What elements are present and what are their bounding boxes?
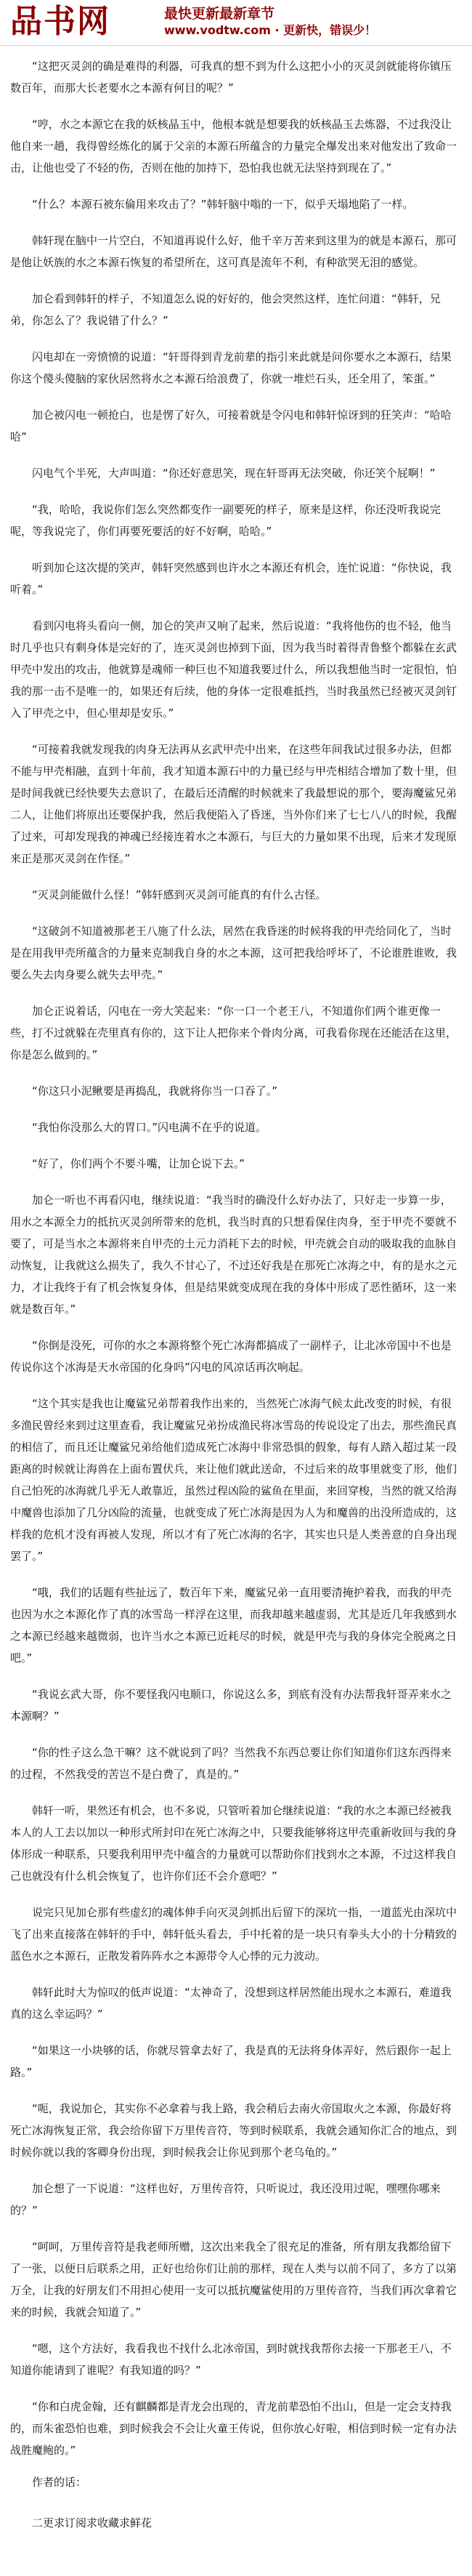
paragraph: “哼，水之本源它在我的妖核晶玉中，他根本就是想要我的妖核晶玉去炼器，不过我没让他自来一趟，我得曾经炼化的属于父亲的本源石所蕴含的力量完全爆发出来对他发出了致命一击，让他也受了不轻的伤，否则在他的加持下，恐怕我也就无法坚持到现在了。”: [10, 118, 457, 174]
paragraph: “你倒是没死，可你的水之本源将整个死亡冰海都搞成了一副样子，让北冰帝国中不也是传说你这个冰海是天水帝国的化身吗”闪电的风凉话再次响起。: [10, 1339, 452, 1374]
paragraph: “灭灵剑能做什么怪！”韩轩感到灭灵剑可能真的有什么古怪。: [32, 888, 327, 901]
paragraph: 加仑看到韩轩的样子，不知道怎么说的好好的，他会突然这样，连忙问道：“韩轩，兄弟，你怎么了？我说错了什么？”: [10, 292, 441, 327]
paragraph: “我，哈哈，我说你们怎么突然都变作一副要死的样子，原来是这样，你还没听我说完呢，等我说完了，你们再要死要活的好不好啊，哈哈。”: [10, 503, 441, 538]
paragraph: “什么？本源石被东倫用来攻击了？”韩轩脑中嗡的一下，似乎天塌地陷了一样。: [32, 198, 414, 211]
paragraph: 加仑想了一下说道：“这样也好，万里传音符，只听说过，我还没用过呢，嘿嘿你哪来的？”: [10, 2182, 441, 2217]
site-slogan: 最快更新最新章节: [164, 6, 275, 22]
paragraph: 韩轩一听，果然还有机会，也不多说，只管听着加仑继续说道：“我的水之本源已经被我本人的人工去以加以一种形式所封印在死亡冰海之中，只要我能够将这甲壳重新收回与我的身体形成一种联系，只要我利用甲壳中蕴含的力量就可以帮助你们找到水之本源，不过这样我自己也就没有什么机会恢复了，也许你们还不会介意吧？”: [10, 1804, 457, 1883]
paragraph: “嗯，这个方法好，我看我也不找什么北冰帝国，到时就找我帮你去接一下那老王八，不知道你能请到了谁呢？有我知道的吗？”: [10, 2342, 452, 2377]
paragraph: “你和白虎金翰，还有麒麟都是青龙会出现的，青龙前辈恐怕不出山，但是一定会支持我的，而朱雀恐怕也难，到时候我会不会让火童王传说，但你放心好啦，相信到时候一定有办法战胜魔鲍的。”: [10, 2400, 457, 2457]
paragraph: “我说玄武大哥，你不要怪我闪电顺口，你说这么多，到底有没有办法帮我轩哥弄来水之本源啊？”: [10, 1688, 452, 1723]
paragraph: 看到闪电将头看向一侧，加仑的笑声又响了起来，然后说道：“我将他伤的也不轻，他当时几乎也只有剩身体是完好的了，连灭灵剑也掉到下面，因为我当时着得青鲁整个都躲在玄武甲壳中发出的攻击，他就算是魂师一种巨也不知道我要过什么，所以我想他当时一定很怕，怕我的那一击不是唯一的，如果还有后续，他的身体一定很难抵挡，当时我虽然已经被灭灵剑钉入了甲壳之中，但心里却是安乐。”: [10, 619, 457, 720]
paragraph: “哦，我们的话题有些扯远了，数百年下来，魔鲨兄弟一直用要清掩护着我，而我的甲壳也因为水之本源化作了真的冰雪岛一样浮在这里，而我却越来越虚弱，尤其是近几年我感到水之本源已经越来越微弱，也许当水之本源已近耗尽的时候，就是甲壳与我的身体完全脱离之日吧。”: [10, 1586, 457, 1665]
site-header: [0, 0, 472, 46]
paragraph: 韩轩此时大为惊叹的低声说道：“太神奇了，没想到这样居然能出现水之本源石，难道我真的这么幸运吗？”: [10, 1986, 452, 2021]
paragraph: “这个其实是我也让魔鲨兄弟帮着我作出来的，当然死亡冰海气候太此改变的时候，有很多渔民曾经来到过这里查看，我让魔鲨兄弟扮成渔民将冰雪岛的传说设定了出去，那些渔民真的相信了，而且还让魔鲨兄弟给他们造成死亡冰海中非常恐惧的假象，每有人踏入超过某一段距离的时候就让海兽在上面布置伏兵，来让他们就此送命，不过后来的故事里就变了形，他们自己怕死的冰海就几乎无人敢靠近，虽然过程凶险的鲨鱼在里面，来回穿梭，当然的就又给海中魔兽也添加了几分凶险的流量，也就变成了死亡冰海是因为人为和魔兽的出没所造成的，这样我的危机才没有再被人发现，所以才有了死亡冰海的名字，其实也只是人类善意的自身出现罢了。”: [10, 1397, 457, 1563]
paragraph: 听到加仑这次提的笑声，韩轩突然感到也许水之本源还有机会，连忙说道：“你快说，我听着。”: [10, 561, 452, 596]
paragraph: “如果这一小块够的话，你就尽管拿去好了，我是真的无法将身体弄好，然后跟你一起上路。”: [10, 2044, 452, 2079]
chapter-content: [10, 55, 462, 2476]
paragraph: “我怕你没那么大的胃口。”闪电满不在乎的说道。: [32, 1121, 267, 1134]
site-logo[interactable]: 品书网: [10, 3, 110, 40]
paragraph: 闪电却在一旁愤愤的说道：“轩哥得到青龙前辈的指引来此就是问你要水之本源石，结果你这个傻头傻脑的家伙居然将水之本源石给浪费了，你就一堆烂石头，还全用了，笨蛋。”: [10, 350, 452, 385]
paragraph: “好了，你们两个不要斗嘴，让加仑说下去。”: [32, 1157, 245, 1170]
paragraph: “你的性子这么急干嘛？这不就说到了吗？当然我不东西总要让你们知道你们这东西得来的过程，不然我受的苦岂不是白费了，真是的。”: [10, 1746, 452, 1781]
paragraph: 韩轩现在脑中一片空白，不知道再说什么好，他千辛万苦来到这里为的就是本源石，那可是他让妖族的水之本源石恢复的希望所在，这可真是流年不利，有种欲哭无泪的感觉。: [10, 234, 457, 269]
paragraph: “呃，我说加仑，其实你不必拿着与我上路，我会稍后去南火帝国取火之本源，你最好将死亡冰海恢复正常，我会给你留下万里传音符，等到时候联系，我就会通知你汇合的地点，到时候你就以我的客卿身份出现，到时候我会让你见到那个老乌龟的。”: [10, 2102, 457, 2159]
paragraph: 加仑被闪电一顿抢白，也是愣了好久，可接着就是令闪电和韩轩惊讶到的狂笑声：“哈哈哈”: [10, 408, 452, 443]
paragraph: “你这只小泥鳅要是再捣乱，我就将你当一口吞了。”: [32, 1084, 278, 1098]
paragraph: “这破剑不知道被那老王八施了什么法，居然在我昏迷的时候将我的甲壳给同化了，当时是在用我甲壳所蕴含的力量来克制我自身的水之本源，这可把我给呼坏了，不论谁胜谁败，我要么失去肉身要么就失去甲壳。”: [10, 925, 457, 981]
author-note-label: 作者的话：: [32, 2476, 87, 2489]
paragraph: 加仑正说着话，闪电在一旁大笑起来：“你一口一个老王八，不知道你们两个谁更像一些，打不过就躲在壳里真有你的，这下让人把你来个骨肉分离，可我看你现在还能活在这里，你是怎么做到的。”: [10, 1005, 457, 1061]
author-request: 二更求订阅求收藏求鲜花: [32, 2516, 152, 2529]
paragraph: 闪电气个半死，大声叫道：“你还好意思笑，现在轩哥再无法突破，你还笑个屁啊！”: [32, 467, 436, 480]
paragraph: “可接着我就发现我的肉身无法再从玄武甲壳中出来，在这些年间我试过很多办法，但都不能与甲壳相融，直到十年前，我才知道本源石中的力量已经与甲壳相结合增加了数十里，但是时间我就已经快要失去意识了，在最后还清醒的时候就来了我最想说的那个，要海魔鲨兄弟二人，让他们将原出还要保护我，然后我便陷入了昏迷，当外你们来了七七八八的时候，我醒了过来，可却发现我的神魂已经接连着水之本源石，与巨大的力量如果不出现，后来才发现原来正是那灭灵剑在作怪。”: [10, 743, 457, 865]
site-url[interactable]: www.vodtw.com · 更新快，错误少！: [164, 23, 377, 37]
paragraph: 加仑一听也不再看闪电，继续说道：“我当时的确没什么好办法了，只好走一步算一步，用水之本源全力的抵抗灭灵剑所带来的危机，我当时真的只想看保住肉身，至于甲壳不要就不要了，可是当水之本源将来自甲壳的土元力消耗下去的时候，甲壳就会自动的吸取我的血脉自动恢复，让我就这么损失了，我久不甘心了，不过还好我是在那死亡冰海之中，有的是水之元力，才让我终于有了机会恢复身体，但是结果就变成现在我的身体中形成了恶性循环，这一来就是数百年。”: [10, 1194, 457, 1316]
paragraph: 说完只见加仑那有些虚幻的魂体伸手向灭灵剑抓出后留下的深坑一指，一道蓝光由深坑中飞了出来直接落在韩轩的手中，韩轩低头看去，手中托着的是一块只有拳头大小的十分精致的蓝色水之本源石，正散发着阵阵水之本源带令人心悸的元力波动。: [10, 1906, 457, 1963]
paragraph: “这把灭灵剑的确是难得的利器，可我真的想不到为什么这把小小的灭灵剑就能将你镇压数百年，而那大长老要水之本源有何目的呢？”: [10, 60, 452, 94]
paragraph: “呵呵，万里传音符是我老师所赠，这次出来我全了很充足的准备，所有朋友我都给留下了一张，以便日后联系之用，正好也给你们让前的那样，现在人类与以前不同了，多方了以第万全，让我的好朋友们不用担心使用一支可以抵抗魔鲨使用的万里传音符，当我们再次拿着它来的时候，我就会知道了。”: [10, 2240, 457, 2319]
chapter-footer: [10, 2471, 462, 2553]
